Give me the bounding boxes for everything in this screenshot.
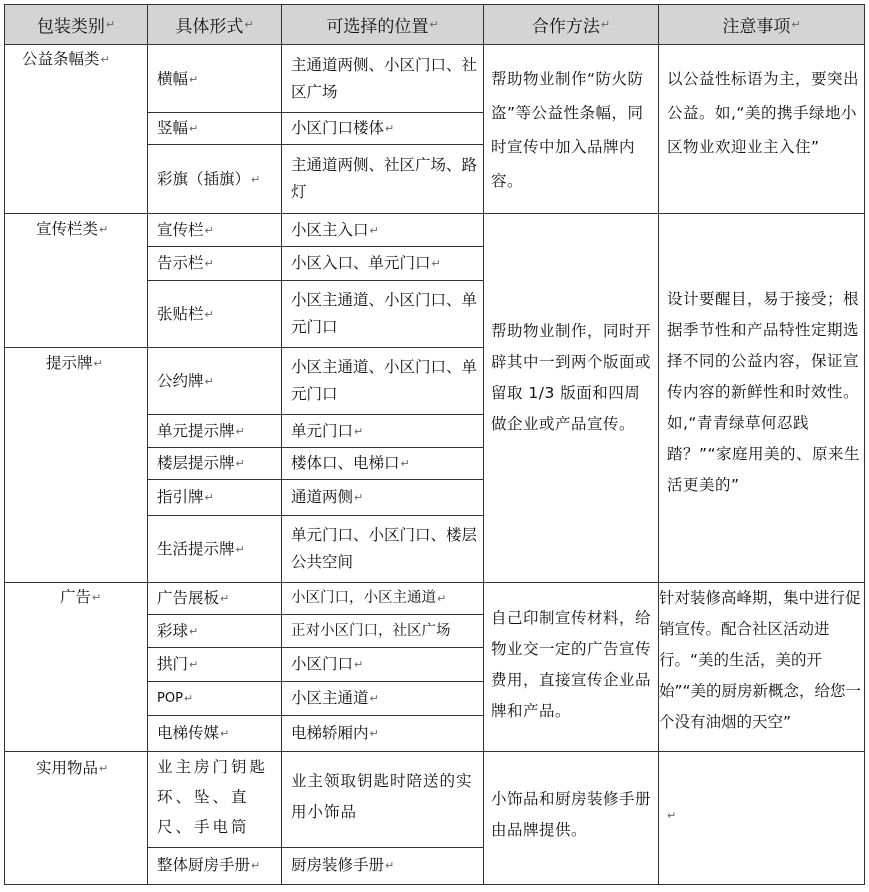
row-divider [147, 246, 483, 247]
paragraph-mark-icon: ↵ [251, 172, 261, 186]
position-text: 业主领取钥匙时陪送的实用小饰品 [291, 772, 473, 821]
form-label: 生活提示牌 [157, 539, 235, 558]
form-cell [157, 516, 279, 582]
paragraph-mark-icon: ↵ [204, 491, 214, 504]
position-text: 小区门口 [291, 655, 354, 673]
paragraph-mark-icon: ↵ [354, 424, 364, 438]
form-label: 整体厨房手册 [157, 855, 251, 874]
paragraph-mark-icon: ↵ [105, 17, 116, 31]
column-divider [658, 4, 659, 885]
form-cell [157, 281, 279, 347]
method-text: 帮助物业制作“防火防盗”等公益性条幅，同时宣传中加入品牌内容。 [491, 70, 644, 190]
position-cell [291, 348, 481, 414]
position-cell [291, 448, 481, 479]
form-label: 指引牌 [157, 488, 204, 506]
header-label: 合作方法 [531, 16, 600, 37]
paragraph-mark-icon: ↵ [99, 223, 109, 236]
form-label: 业主房门钥匙环、坠、直尺、手电筒 [157, 758, 269, 836]
position-cell [291, 247, 481, 280]
paragraph-mark-icon: ↵ [235, 424, 245, 438]
position-text: 通道两侧 [291, 488, 354, 506]
column-divider [281, 4, 282, 885]
position-text: 单元门口、小区门口、楼层公共空间 [291, 526, 478, 571]
note-cell [667, 284, 861, 501]
form-label: 彩旗（插旗） [157, 169, 251, 188]
form-label: 张贴栏 [157, 304, 204, 323]
form-label: 竖幅 [157, 119, 189, 137]
position-text: 小区门口楼体 [291, 119, 385, 137]
paragraph-mark-icon: ↵ [667, 808, 677, 822]
paragraph-mark-icon: ↵ [251, 858, 261, 872]
position-text: 主通道两侧、小区门口、社区广场 [291, 56, 478, 101]
paragraph-mark-icon: ↵ [369, 727, 379, 740]
method-text: 自己印制宣传材料，给物业交一定的广告宣传费用，直接宣传企业品牌和产品。 [491, 609, 652, 720]
position-cell [291, 480, 481, 515]
row-divider [4, 44, 865, 45]
note-text: 针对装修高峰期，集中进行促销宣传。配合社区活动进行。“美的生活，美的开始”“美的厨房新概念，给您一个没有油烟的天空” [659, 589, 862, 731]
paragraph-mark-icon: ↵ [93, 357, 103, 370]
paragraph-mark-icon: ↵ [204, 374, 214, 388]
form-label: 彩球 [157, 621, 189, 640]
form-cell [157, 752, 281, 847]
header-method [484, 4, 658, 45]
form-cell [157, 214, 279, 246]
form-cell [157, 448, 279, 479]
position-cell [291, 615, 481, 647]
position-cell [291, 716, 481, 751]
category-label: 广告 [60, 588, 92, 606]
form-cell [157, 113, 279, 144]
position-cell [291, 648, 481, 681]
paragraph-mark-icon: ↵ [400, 457, 410, 470]
method-cell [491, 603, 655, 727]
form-label: 单元提示牌 [157, 421, 235, 440]
row-divider [4, 213, 865, 214]
method-cell [491, 62, 655, 198]
category-label: 宣传栏类 [36, 220, 99, 238]
note-text: 设计要醒目，易于接受；根据季节性和产品特性定期选择不同的公益内容，保证宣传内容的新鲜性和时效性。如,“青青绿草何忍践踏？”“家庭用美的、原来生活更美的” [667, 290, 861, 494]
position-text: 楼体口、电梯口 [291, 454, 400, 472]
paragraph-mark-icon: ↵ [204, 307, 214, 321]
row-divider [4, 751, 865, 752]
paragraph-mark-icon: ↵ [385, 858, 395, 872]
position-text: 单元门口 [291, 421, 354, 440]
paragraph-mark-icon: ↵ [204, 257, 214, 270]
paragraph-mark-icon: ↵ [189, 624, 199, 638]
paragraph-mark-icon: ↵ [429, 17, 439, 31]
column-divider [147, 4, 148, 885]
form-cell [157, 848, 281, 882]
note-cell [659, 583, 862, 738]
form-label: 告示栏 [157, 254, 204, 272]
category-cell [36, 755, 146, 782]
form-cell [157, 480, 279, 515]
form-label: 楼层提示牌 [157, 454, 235, 472]
position-cell [291, 583, 481, 614]
table-border [864, 4, 865, 885]
paragraph-mark-icon: ↵ [369, 223, 379, 237]
row-divider [147, 347, 483, 348]
row-divider [147, 647, 483, 648]
form-label: POP [157, 691, 183, 706]
paragraph-mark-icon: ↵ [189, 72, 199, 86]
category-cell [46, 350, 146, 377]
form-cell [157, 46, 279, 112]
note-text: 以公益性标语为主，要突出公益。如,“美的携手绿地小区物业欢迎业主入住” [667, 70, 860, 156]
paragraph-mark-icon: ↵ [235, 457, 245, 470]
position-cell [291, 113, 481, 144]
form-cell [157, 716, 279, 751]
position-cell [291, 415, 481, 447]
paragraph-mark-icon: ↵ [99, 762, 109, 775]
paragraph-mark-icon: ↵ [220, 727, 230, 740]
paragraph-mark-icon: ↵ [791, 17, 801, 31]
paragraph-mark-icon: ↵ [92, 591, 102, 604]
header-form [148, 4, 281, 45]
row-divider [147, 447, 483, 448]
position-cell [291, 281, 481, 347]
paragraph-mark-icon: ↵ [437, 592, 447, 605]
category-cell [22, 46, 146, 73]
row-divider [147, 614, 483, 615]
paragraph-mark-icon: ↵ [369, 692, 379, 705]
form-label: 宣传栏 [157, 220, 204, 239]
position-text: 厨房装修手册 [291, 855, 385, 874]
row-divider [147, 847, 483, 848]
note-cell [666, 800, 860, 830]
category-cell [60, 584, 146, 611]
form-cell [157, 348, 279, 414]
form-cell [157, 648, 279, 681]
method-cell [491, 784, 655, 846]
paragraph-mark-icon: ↵ [100, 53, 110, 66]
paragraph-mark-icon: ↵ [431, 257, 441, 270]
row-divider [147, 144, 483, 145]
form-cell [157, 247, 279, 280]
position-text: 小区主通道、小区门口、单元门口 [291, 358, 478, 403]
table-border [4, 4, 5, 885]
row-divider [147, 280, 483, 281]
paragraph-mark-icon: ↵ [183, 692, 194, 705]
paragraph-mark-icon: ↵ [220, 592, 230, 605]
header-label: 包装类别 [36, 16, 105, 37]
method-cell [491, 316, 655, 440]
position-cell [291, 682, 481, 715]
category-label: 实用物品 [36, 759, 99, 777]
position-cell [291, 848, 481, 882]
position-text: 小区主通道 [291, 689, 369, 707]
row-divider [147, 681, 483, 682]
paragraph-mark-icon: ↵ [600, 17, 611, 31]
method-text: 小饰品和厨房装修手册由品牌提供。 [491, 790, 652, 839]
form-cell [157, 682, 279, 715]
position-cell [291, 46, 481, 112]
position-text: 小区主通道、小区门口、单元门口 [291, 291, 478, 336]
position-text: 主通道两侧、社区广场、路灯 [291, 156, 478, 201]
position-cell [291, 516, 481, 582]
row-divider [147, 515, 483, 516]
position-cell [291, 214, 481, 246]
form-label: 拱门 [157, 655, 189, 673]
position-text: 正对小区门口，社区广场 [291, 622, 451, 639]
header-position [282, 4, 483, 45]
row-divider [147, 112, 483, 113]
header-notes [659, 4, 864, 45]
paragraph-mark-icon: ↵ [354, 491, 364, 504]
form-label: 广告展板 [157, 589, 220, 607]
position-text: 小区入口、单元门口 [291, 254, 431, 272]
paragraph-mark-icon: ↵ [204, 223, 214, 237]
column-divider [483, 4, 484, 885]
note-cell [667, 62, 861, 164]
position-text: 电梯轿厢内 [291, 724, 369, 742]
header-label: 注意事项 [722, 16, 791, 37]
table-border [4, 884, 865, 885]
form-label: 横幅 [157, 69, 189, 88]
form-cell [157, 615, 279, 647]
row-divider [4, 582, 865, 583]
form-cell [157, 415, 279, 447]
position-cell [291, 766, 481, 836]
paragraph-mark-icon: ↵ [244, 17, 254, 31]
position-text: 小区主入口 [291, 220, 369, 239]
form-label: 电梯传媒 [157, 724, 220, 742]
form-cell [157, 583, 279, 614]
paragraph-mark-icon: ↵ [354, 658, 364, 671]
header-label: 可选择的位置 [326, 16, 429, 37]
category-label: 提示牌 [46, 354, 93, 372]
paragraph-mark-icon: ↵ [189, 122, 199, 135]
category-label: 公益条幅类 [22, 50, 100, 68]
row-divider [147, 479, 483, 480]
form-cell [157, 145, 279, 213]
position-cell [291, 145, 481, 213]
row-divider [147, 414, 483, 415]
row-divider [147, 715, 483, 716]
form-label: 公约牌 [157, 371, 204, 390]
paragraph-mark-icon: ↵ [385, 122, 395, 135]
table-border [4, 4, 865, 5]
position-text: 小区门口，小区主通道 [291, 590, 436, 606]
header-label: 具体形式 [175, 16, 244, 37]
category-cell [36, 216, 146, 243]
method-text: 帮助物业制作，同时开辟其中一到两个版面或留取 1/3 版面和四周做企业或产品宣传。 [491, 322, 652, 433]
header-category [5, 4, 147, 45]
paragraph-mark-icon: ↵ [235, 542, 245, 556]
paragraph-mark-icon: ↵ [189, 658, 199, 671]
